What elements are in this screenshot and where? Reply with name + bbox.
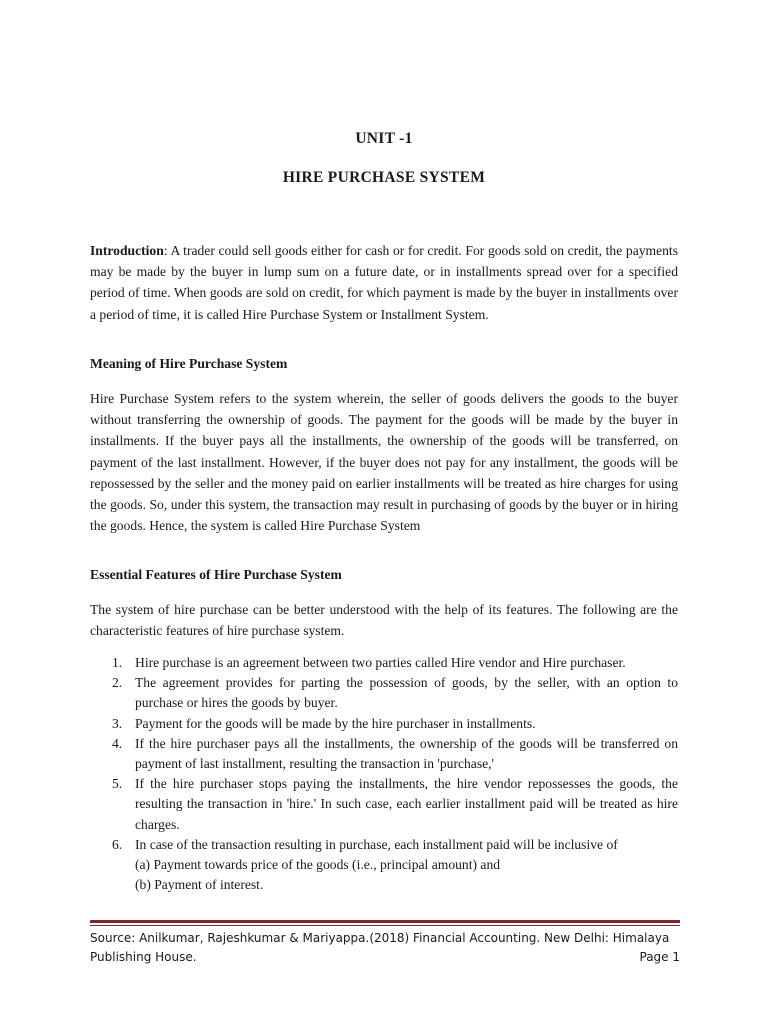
features-intro-paragraph: The system of hire purchase can be better understood with the help of its features. The following are the characteristic features of hire purchase system. [90, 602, 678, 639]
features-list [90, 653, 678, 895]
list-item-number: 4. [112, 735, 123, 751]
list-item [90, 714, 678, 734]
introduction-text: : A trader could sell goods either for cash or for credit. For goods sold on credit, the payments may be made by the buyer in lump sum on a future date, or in installments spread over for a specified period of time. When goods are sold on credit, for which payment is made by the buyer in installments over a period of time, it is called Hire Purchase System or Installment System. [90, 243, 678, 322]
list-item-text: The agreement provides for parting the possession of goods, by the seller, with an option to purchase or hires the goods by buyer. [135, 675, 678, 711]
list-item-text: Payment for the goods will be made by the hire purchaser in installments. [135, 715, 536, 731]
page-title: HIRE PURCHASE SYSTEM [282, 169, 486, 186]
features-heading: Essential Features of Hire Purchase System [90, 567, 342, 582]
page-number: Page 1 [639, 950, 680, 964]
list-item-number: 6. [112, 836, 123, 852]
meaning-heading: Meaning of Hire Purchase System [90, 356, 288, 371]
list-item-number: 3. [112, 715, 123, 731]
list-item-text: If the hire purchaser pays all the installments, the ownership of the goods will be transferred on payment of last installment, resulting the transaction in 'purchase,' [135, 735, 678, 772]
list-sub-item-a: (a) Payment towards price of the goods (i.e., principal amount) and [135, 857, 501, 873]
footer-divider-thick [90, 920, 680, 923]
list-item-text: In case of the transaction resulting in purchase, each installment paid will be inclusive of [135, 836, 618, 852]
list-sub-item-b: (b) Payment of interest. [135, 877, 264, 893]
list-item-text: Hire purchase is an agreement between two parties called Hire vendor and Hire purchaser. [135, 655, 626, 670]
list-item [90, 673, 678, 713]
list-item [90, 774, 678, 835]
introduction-label: Introduction [90, 243, 164, 258]
list-item [90, 835, 678, 896]
list-item-number: 2. [112, 675, 123, 691]
list-item [90, 653, 678, 673]
footer-divider-thin [90, 925, 680, 926]
list-item-number: 1. [112, 655, 123, 670]
list-item-text: If the hire purchaser stops paying the installments, the hire vendor repossesses the goods, the resulting the transaction in 'hire.' In such case, each earlier installment paid will be treated as hire charges. [135, 776, 678, 832]
introduction-paragraph [90, 240, 678, 325]
list-item-number: 5. [112, 776, 123, 792]
meaning-paragraph: Hire Purchase System refers to the system wherein, the seller of goods delivers the goods to the buyer without transferring the ownership of goods. The payment for the goods will be made by the buyer in installments. If the buyer pays all the installments, the ownership of the goods will be transferred, on payment of the last installment. However, if the buyer does not pay for any installment, the goods will be repossessed by the seller and the money paid on earlier installments will be treated as hire charges for using the goods. So, under this system, the transaction may result in purchasing of goods by the buyer or in hiring the goods. Hence, the system is called Hire Purchase System [90, 391, 678, 534]
list-item [90, 734, 678, 774]
unit-title: UNIT -1 [355, 130, 413, 147]
footer-source-citation: Source: Anilkumar, Rajeshkumar & Mariyappa.(2018) Financial Accounting. New Delhi: Himalaya Publishing House. [90, 931, 670, 964]
page-footer [90, 929, 680, 967]
